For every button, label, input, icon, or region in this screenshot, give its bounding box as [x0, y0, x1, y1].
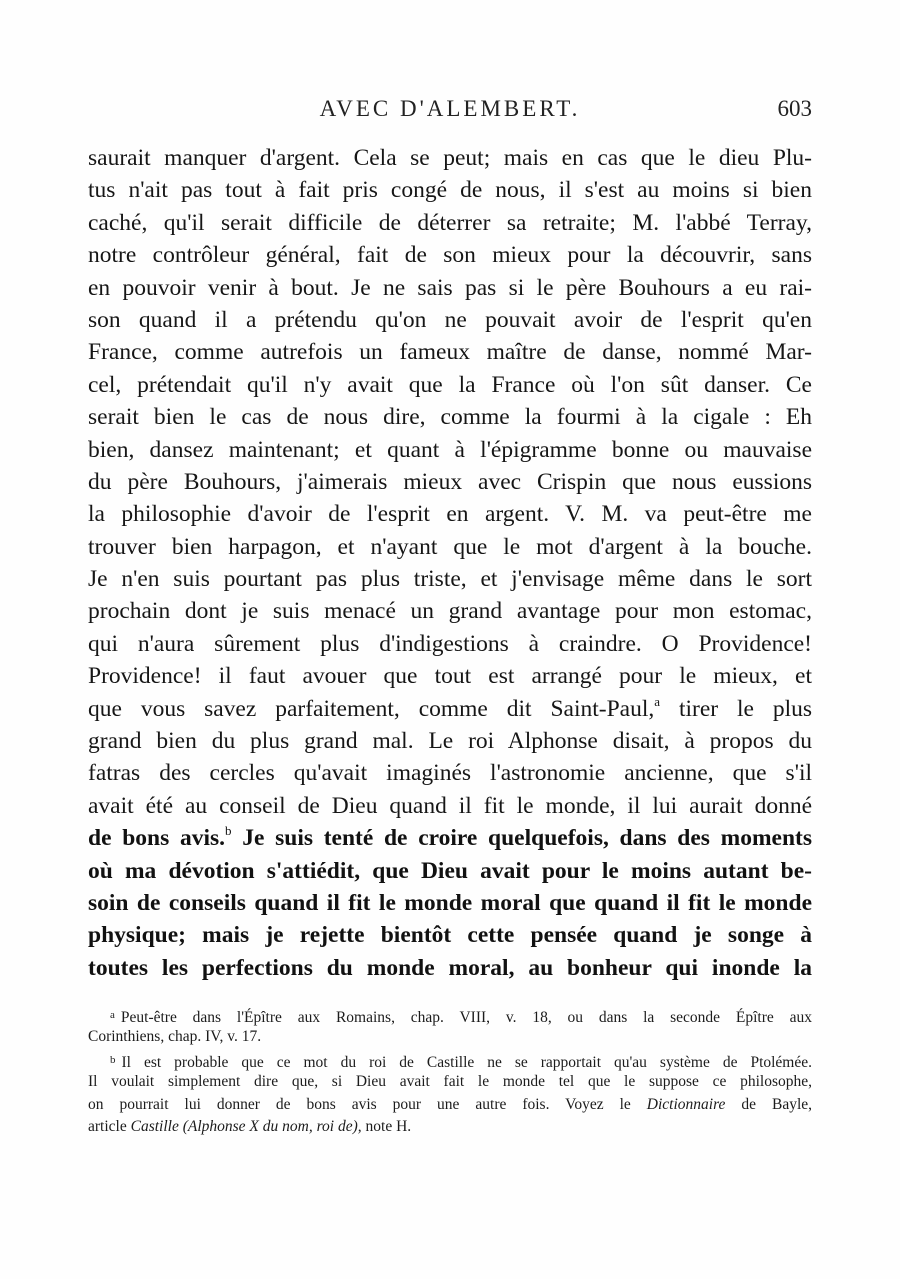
text-line: serait bien le cas de nous dire, comme la fourmi à la cigale : Eh: [88, 404, 812, 431]
text-line-with-note-a: [88, 693, 812, 725]
text-line: bien, dansez maintenant; et quant à l'épigramme bonne ou mauvaise: [88, 436, 812, 463]
text-line: la philosophie d'avoir de l'esprit en argent. V. M. va peut-être me: [88, 501, 812, 528]
text-line: où ma dévotion s'attiédit, que Dieu avait pour le moins autant be-: [88, 857, 812, 884]
footnote-b-text: Il est probable que ce mot du roi de Castille ne se rapportait qu'au système de Ptolémée.: [121, 1053, 812, 1071]
text-line: soin de conseils quand il fit le monde moral que quand il fit le monde: [88, 889, 812, 916]
text-line: France, comme autrefois un fameux maître de danse, nommé Mar-: [88, 339, 812, 366]
text-line: tus n'ait pas tout à fait pris congé de nous, il s'est au moins si bien: [88, 177, 812, 204]
text-line: notre contrôleur général, fait de son mieux pour la découvrir, sans: [88, 242, 812, 269]
text-line: grand bien du plus grand mal. Le roi Alphonse disait, à propos du: [88, 728, 812, 755]
running-title: AVEC D'ALEMBERT.: [319, 96, 581, 121]
text-line: du père Bouhours, j'aimerais mieux avec Crispin que nous eussions: [88, 468, 812, 495]
footnote-ref-a: a: [654, 693, 661, 709]
text-line: toutes les perfections du monde moral, au bonheur qui inonde la: [88, 954, 812, 981]
text-line: en pouvoir venir à bout. Je ne sais pas si le père Bouhours a eu rai-: [88, 274, 812, 301]
body-text: [88, 142, 812, 984]
footnote-ref-b: b: [225, 823, 232, 839]
footnote-b-line: Il voulait simplement dire que, si Dieu avait fait le monde tel que le suppose ce philosophe,: [88, 1073, 812, 1091]
dictionnaire-title: Dictionnaire: [646, 1095, 726, 1113]
footnote-b-text: note H.: [365, 1117, 412, 1135]
text-line: saurait manquer d'argent. Cela se peut; mais en cas que le dieu Plu-: [88, 145, 812, 171]
text-line: trouver bien harpagon, et n'ayant que le mot d'argent à la bouche.: [88, 533, 812, 560]
footnote-b-line: [88, 1094, 812, 1116]
text-line-tail: tirer le plus: [678, 695, 812, 722]
text-line: avait été au conseil de Dieu quand il fit le monde, il lui aurait donné: [88, 792, 812, 819]
text-line: prochain dont je suis menacé un grand avantage pour mon estomac,: [88, 598, 812, 625]
text-line: cel, prétendait qu'il n'y avait que la France où l'on sût danser. Ce: [88, 371, 812, 398]
footnote-a-text: Peut-être dans l'Épître aux Romains, chap. VIII, v. 18, ou dans la seconde Épître aux: [120, 1009, 812, 1026]
text-line: fatras des cercles qu'avait imaginés l'astronomie ancienne, que s'il: [88, 760, 812, 787]
article-title: Castille (Alphonse X du nom, roi de),: [130, 1117, 362, 1135]
footnote-b-text: de Bayle,: [741, 1095, 813, 1113]
text-line-head: de bons avis.: [88, 825, 225, 852]
page-number: 603: [777, 96, 812, 121]
footnote-b-line: [88, 1116, 812, 1138]
running-head: [88, 96, 812, 130]
footnote-a-line: Corinthiens, chap. IV, v. 17.: [88, 1028, 262, 1046]
footnote-b-text: article: [88, 1117, 127, 1135]
footnote-b-text: on pourrait lui donner de bons avis pour une autre fois. Voyez le: [88, 1095, 631, 1113]
text-line: caché, qu'il serait difficile de déterrer sa retraite; M. l'abbé Terray,: [88, 209, 812, 236]
footnote-marker-b: b: [110, 1053, 116, 1066]
text-line: qui n'aura sûrement plus d'indigestions à craindre. O Providence!: [88, 630, 812, 657]
footnote-a-line: [88, 1004, 812, 1026]
text-line-tail: Je suis tenté de croire quelquefois, dans des moments: [242, 825, 813, 852]
text-line: Je n'en suis pourtant pas plus triste, et j'envisage même dans le sort: [88, 566, 812, 593]
text-line: son quand il a prétendu qu'on ne pouvait avoir de l'esprit qu'en: [88, 306, 812, 333]
text-line-head: que vous savez parfaitement, comme dit Saint-Paul,: [88, 695, 655, 722]
footnote-b-line: [88, 1049, 812, 1071]
footnote-marker-a: a: [110, 1009, 115, 1021]
text-line: physique; mais je rejette bientôt cette pensée quand je songe à: [88, 922, 812, 949]
text-line-with-note-b: [88, 822, 812, 854]
text-line: Providence! il faut avouer que tout est arrangé pour le mieux, et: [88, 663, 812, 690]
footnotes: [88, 1004, 812, 1138]
